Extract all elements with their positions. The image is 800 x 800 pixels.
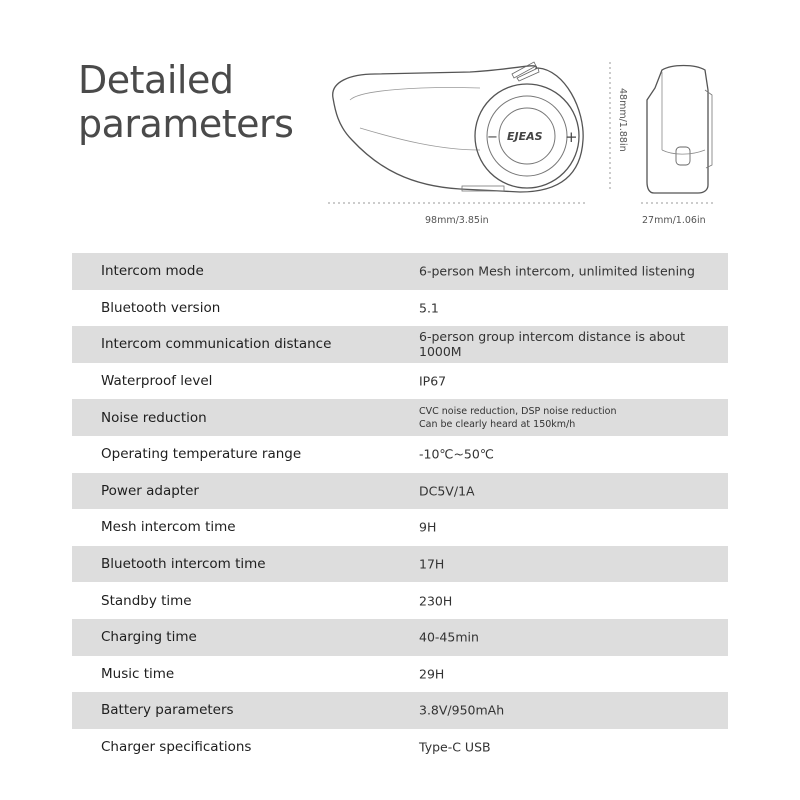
param-value: 3.8V/950mAh: [419, 702, 505, 718]
param-value: 230H: [419, 593, 453, 609]
title-line-1: Detailed: [78, 58, 234, 102]
param-value-line-2: Can be clearly heard at 150km/h: [419, 418, 576, 430]
device-diagram: [0, 0, 800, 240]
table-row: [72, 582, 728, 619]
param-name: Waterproof level: [101, 373, 213, 390]
table-row: [72, 326, 728, 363]
table-row: [72, 729, 728, 766]
param-value: [419, 405, 617, 431]
param-value: 17H: [419, 556, 445, 572]
param-name: Bluetooth intercom time: [101, 556, 266, 573]
table-row: [72, 290, 728, 327]
param-name: Intercom mode: [101, 263, 204, 280]
param-name: Battery parameters: [101, 702, 234, 719]
depth-dimension-label: 27mm/1.06in: [642, 215, 706, 226]
param-value: -10℃~50℃: [419, 446, 494, 462]
param-value: Type-C USB: [419, 739, 491, 755]
param-value: IP67: [419, 373, 447, 389]
param-value-line-1: CVC noise reduction, DSP noise reduction: [419, 405, 617, 417]
param-name: Charging time: [101, 629, 197, 646]
param-name: Charger specifications: [101, 739, 252, 756]
param-value: 6-person Mesh intercom, unlimited listening: [419, 263, 695, 279]
table-row: [72, 692, 728, 729]
table-row: [72, 546, 728, 583]
height-dimension-label: 48mm/1.88in: [617, 88, 628, 152]
device-side-outline: [333, 66, 583, 192]
plus-icon: +: [565, 128, 578, 146]
device-front-outline: [647, 66, 708, 194]
param-value: 40-45min: [419, 629, 479, 645]
param-name: Bluetooth version: [101, 299, 221, 316]
param-value: 5.1: [419, 300, 439, 316]
parameters-table: [72, 253, 728, 765]
table-row: [72, 473, 728, 510]
title-line-2: parameters: [78, 102, 294, 146]
table-row: [72, 363, 728, 400]
table-row: [72, 656, 728, 693]
param-value: 6-person group intercom distance is about 1000M: [419, 329, 686, 360]
table-row: [72, 509, 728, 546]
param-name: Mesh intercom time: [101, 519, 236, 536]
minus-icon: −: [487, 130, 498, 145]
param-name: Intercom communication distance: [101, 336, 332, 353]
table-row: [72, 399, 728, 436]
table-row: [72, 619, 728, 656]
param-name: Power adapter: [101, 482, 199, 499]
param-name: Operating temperature range: [101, 446, 302, 463]
table-row: [72, 436, 728, 473]
param-name: Noise reduction: [101, 409, 207, 426]
brand-logo: EJEAS: [507, 130, 543, 143]
param-value: 29H: [419, 666, 445, 682]
param-value: DC5V/1A: [419, 483, 475, 499]
table-row: [72, 253, 728, 290]
width-dimension-label: 98mm/3.85in: [425, 215, 489, 226]
param-value: 9H: [419, 519, 437, 535]
param-name: Music time: [101, 665, 175, 682]
param-name: Standby time: [101, 592, 192, 609]
